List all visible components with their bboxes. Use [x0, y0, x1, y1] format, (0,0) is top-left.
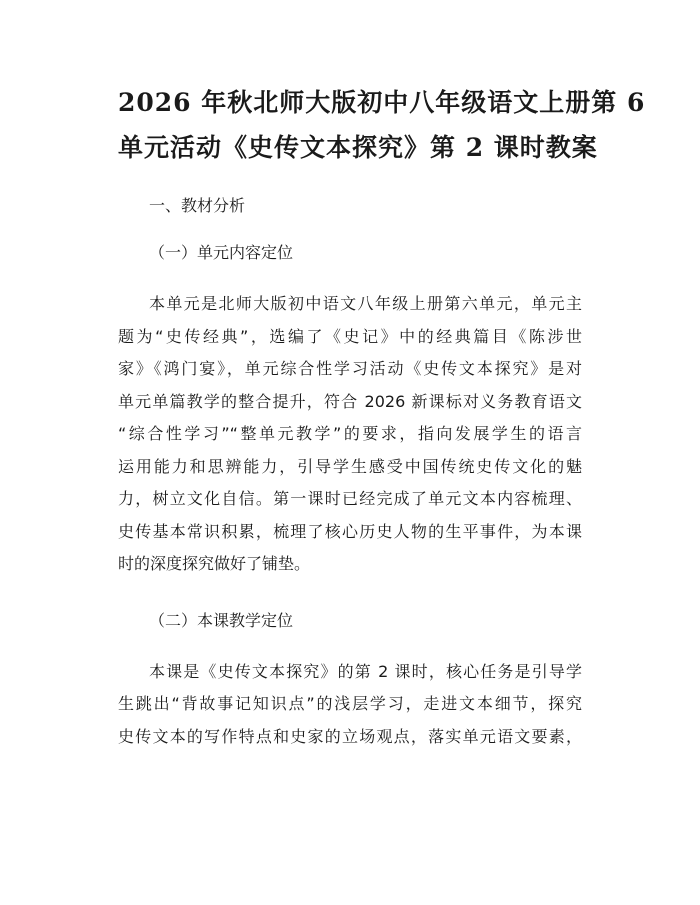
- paragraph-line: 史传文本的写作特点和史家的立场观点，落实单元语文要素，: [118, 726, 582, 746]
- section-heading-teaching-material-analysis: 一、教材分析: [149, 196, 246, 215]
- paragraph-line: 运用能力和思辨能力，引导学生感受中国传统史传文化的魅: [118, 456, 582, 476]
- subsection-heading-lesson-positioning: （二）本课教学定位: [149, 610, 294, 630]
- paragraph-line: 时的深度探究做好了铺垫。: [118, 554, 311, 573]
- paragraph-unit-content: [118, 288, 582, 581]
- subsection-heading-unit-content: （一）单元内容定位: [149, 243, 294, 262]
- paragraph-line: 本课是《史传文本探究》的第 2 课时，核心任务是引导学: [149, 661, 582, 681]
- paragraph-line: 力，树立文化自信。第一课时已经完成了单元文本内容梳理、: [118, 489, 582, 508]
- paragraph-line: 史传基本常识积累，梳理了核心历史人物的生平事件，为本课: [118, 521, 582, 541]
- paragraph-line: 题为“史传经典”，选编了《史记》中的经典篇目《陈涉世: [118, 326, 582, 346]
- paragraph-line: 家》《鸿门宴》，单元综合性学习活动《史传文本探究》是对: [118, 359, 582, 378]
- paragraph-line: 生跳出“背故事记知识点”的浅层学习，走进文本细节，探究: [118, 694, 582, 713]
- paragraph-line: 单元单篇教学的整合提升，符合 2026 新课标对义务教育语文: [118, 391, 582, 411]
- title-line-2: 单元活动《史传文本探究》第 2 课时教案: [118, 133, 598, 162]
- title-line-1: 2026 年秋北师大版初中八年级语文上册第 6: [118, 88, 646, 117]
- document-title: [118, 0, 646, 170]
- paragraph-line: 本单元是北师大版初中语文八年级上册第六单元，单元主: [149, 294, 582, 313]
- paragraph-line: “综合性学习”“整单元教学”的要求，指向发展学生的语言: [118, 424, 582, 443]
- paragraph-lesson-positioning: [118, 656, 582, 754]
